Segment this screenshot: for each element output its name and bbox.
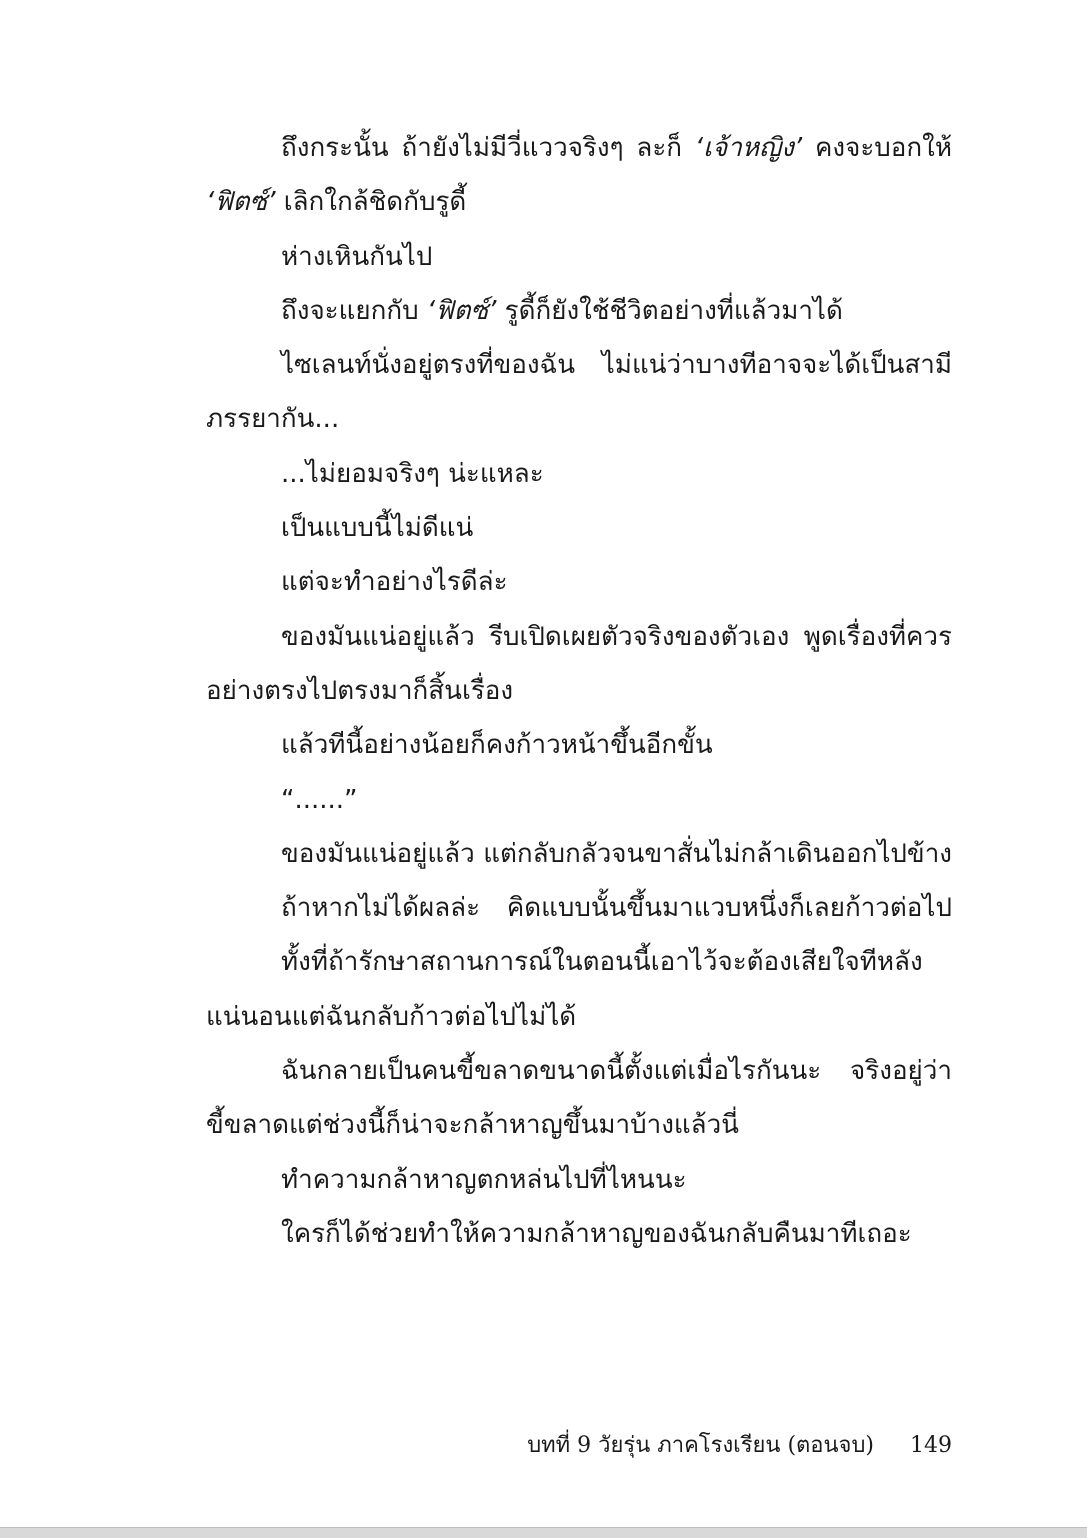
text-line: “......” — [281, 784, 358, 815]
text-line: ถ้าหากไม่ได้ผลล่ะ คิดแบบนั้นขึ้นมาแวบหนึ่งก็เลยก้าวต่อไป — [281, 893, 952, 924]
page-number: 149 — [910, 1433, 952, 1458]
text-line: ถึงจะแยกกับ ‘ฟิตซ์’ รูดี้ก็ยังใช้ชีวิตอย่างที่แล้วมาได้ — [281, 295, 843, 326]
text-line: ของมันแน่อยู่แล้ว รีบเปิดเผยตัวจริงของตัวเอง พูดเรื่องที่ควร — [281, 621, 952, 652]
text-line: แล้วทีนี้อย่างน้อยก็คงก้าวหน้าขึ้นอีกขั้น — [281, 730, 713, 761]
chapter-title: บทที่ 9 วัยรุ่น ภาคโรงเรียน (ตอนจบ) — [527, 1433, 874, 1458]
text-line: อย่างตรงไปตรงมาก็สิ้นเรื่อง — [206, 675, 514, 706]
text-line: ของมันแน่อยู่แล้ว แต่กลับกลัวจนขาสั่นไม่กล้าเดินออกไปข้าง — [281, 838, 952, 869]
text-line: ทำความกล้าหาญตกหล่นไปที่ไหนนะ — [281, 1164, 687, 1195]
text-line: ใครก็ได้ช่วยทำให้ความกล้าหาญของฉันกลับคืนมาทีเถอะ — [281, 1218, 912, 1249]
text-line: ถึงกระนั้น ถ้ายังไม่มีวี่แววจริงๆ ละก็ ‘เจ้าหญิง’ คงจะบอกให้ — [281, 133, 952, 163]
text-line: ฉันกลายเป็นคนขี้ขลาดขนาดนี้ตั้งแต่เมื่อไรกันนะ จริงอยู่ว่า — [281, 1056, 952, 1087]
text-line: ขี้ขลาดแต่ช่วงนี้ก็น่าจะกล้าหาญขึ้นมาบ้างแล้วนี่ — [206, 1110, 739, 1141]
text-line: ...ไม่ยอมจริงๆ น่ะแหละ — [281, 458, 544, 489]
text-line: แต่จะทำอย่างไรดีล่ะ — [281, 567, 508, 598]
text-line: ภรรยากัน... — [206, 404, 340, 435]
page-bottom-edge — [0, 1527, 1087, 1538]
text-line: ‘ฟิตซ์’ เลิกใกล้ชิดกับรูดี้ — [206, 187, 467, 218]
text-line: ไซเลนท์นั่งอยู่ตรงที่ของฉัน ไม่แน่ว่าบางทีอาจจะได้เป็นสามี — [281, 350, 952, 381]
text-line: ห่างเหินกันไป — [281, 241, 433, 272]
text-line: ทั้งที่ถ้ารักษาสถานการณ์ในตอนนี้เอาไว้จะต้องเสียใจทีหลัง — [281, 947, 923, 978]
page-footer — [527, 1428, 952, 1464]
text-line: แน่นอนแต่ฉันกลับก้าวต่อไปไม่ได้ — [206, 1001, 577, 1032]
text-line: เป็นแบบนี้ไม่ดีแน่ — [281, 513, 474, 544]
body-text — [206, 121, 952, 1261]
